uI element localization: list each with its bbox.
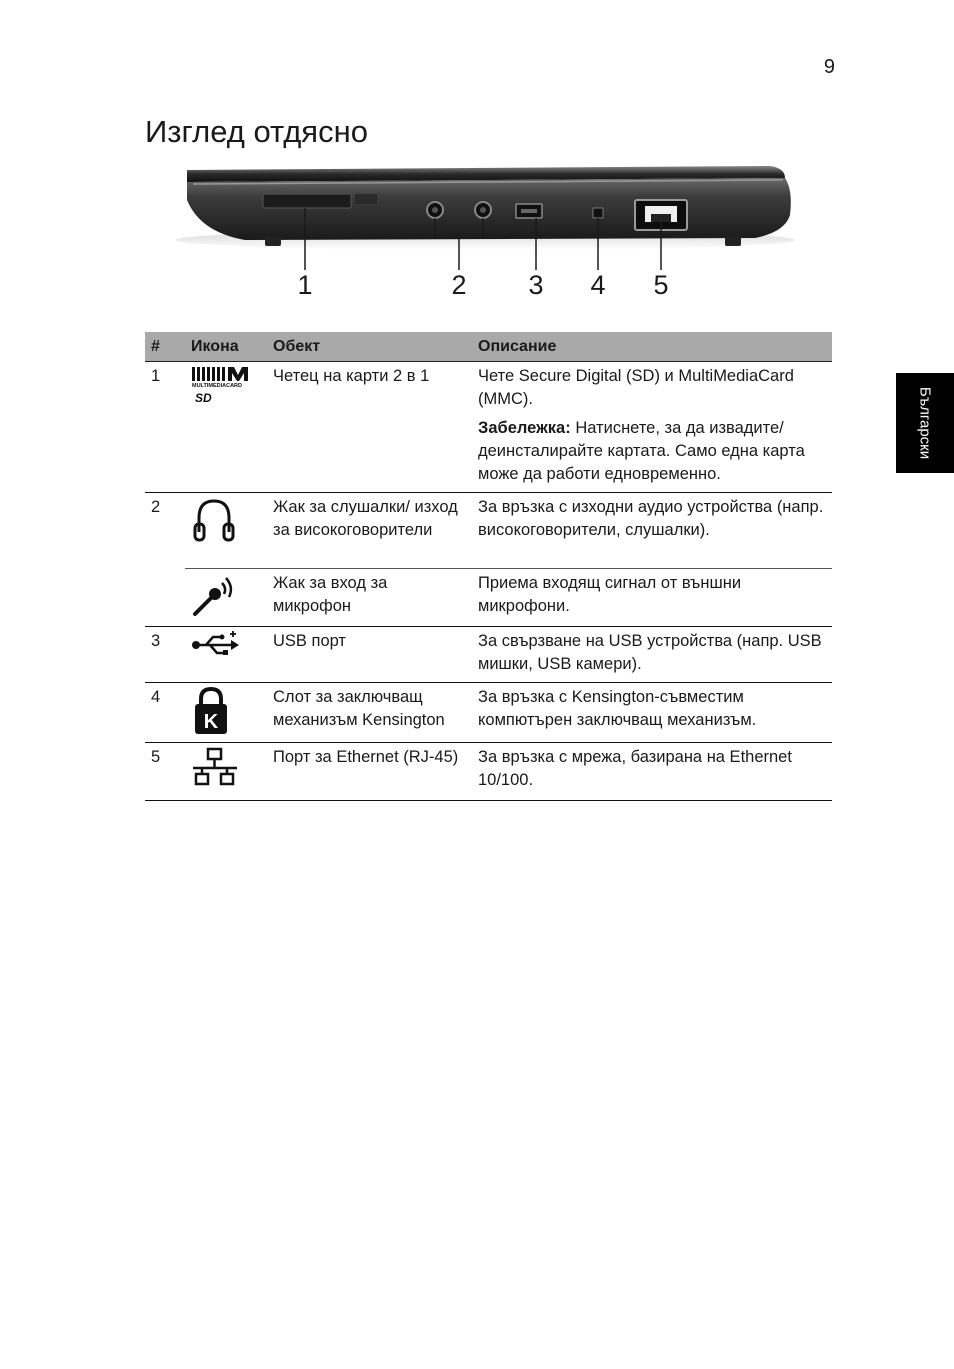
row-num: 3 <box>145 627 185 683</box>
row-icon <box>185 683 267 743</box>
table-row <box>145 683 832 743</box>
table-row <box>145 627 832 683</box>
callout-label-2: 2 <box>451 270 467 300</box>
parts-table <box>145 332 832 801</box>
row-num: 5 <box>145 743 185 801</box>
row-num <box>145 569 185 627</box>
ethernet-icon <box>191 746 239 790</box>
table-row <box>145 493 832 569</box>
row-object: Четец на карти 2 в 1 <box>273 367 430 385</box>
table-row <box>145 569 832 627</box>
laptop-right-side-illustration <box>145 160 835 320</box>
row-icon <box>185 493 267 569</box>
row-icon <box>185 362 267 493</box>
svg-text:SD: SD <box>195 391 212 405</box>
page-title: Изглед отдясно <box>145 114 368 149</box>
header-description: Описание <box>472 332 832 362</box>
row-description: За връзка с изходни аудио устройства (напр. високоговорители, слушалки). <box>472 493 832 569</box>
sd-mmc-card-icon <box>191 365 253 405</box>
row-object: Жак за слушалки/ изход за високоговорители <box>267 493 472 569</box>
table-row <box>145 743 832 801</box>
page-number: 9 <box>823 56 835 78</box>
row-description: За връзка с Kensington-съвместим компютърен заключващ механизъм. <box>472 683 832 743</box>
row-icon <box>185 569 267 627</box>
row-description: Приема входящ сигнал от външни микрофони. <box>472 569 832 627</box>
kensington-lock-icon <box>191 686 231 736</box>
row-icon <box>185 743 267 801</box>
header-icon: Икона <box>185 332 267 362</box>
row-icon <box>185 627 267 683</box>
row-object: Порт за Ethernet (RJ-45) <box>267 743 472 801</box>
row-description: За връзка с мрежа, базирана на Ethernet 10/100. <box>472 743 832 801</box>
row-num: 1 <box>151 367 161 385</box>
callout-label-3: 3 <box>528 270 544 300</box>
description-text: Чете Secure Digital (SD) и MultiMediaCard (MMC). <box>478 367 794 408</box>
language-tab-label: Български <box>916 386 934 460</box>
table-row <box>145 362 832 493</box>
callout-label-4: 4 <box>590 270 606 300</box>
svg-text:MULTIMEDIACARD: MULTIMEDIACARD <box>192 383 243 389</box>
callout-label-5: 5 <box>653 270 669 300</box>
svg-text:K: K <box>203 711 219 733</box>
headphones-icon <box>191 496 237 544</box>
row-object: Слот за заключващ механизъм Kensington <box>267 683 472 743</box>
language-tab <box>896 373 954 473</box>
row-description: За свързване на USB устройства (напр. USB мишки, USB камери). <box>472 627 832 683</box>
row-description <box>472 362 832 493</box>
row-object: USB порт <box>267 627 472 683</box>
microphone-icon <box>191 572 237 618</box>
header-object: Обект <box>267 332 472 362</box>
row-num: 4 <box>145 683 185 743</box>
usb-icon <box>191 630 241 660</box>
callout-label-1: 1 <box>297 270 313 300</box>
header-num: # <box>145 332 185 362</box>
row-num: 2 <box>145 493 185 569</box>
note-label: Забележка: <box>478 419 571 437</box>
row-object: Жак за вход за микрофон <box>267 569 472 627</box>
description-note <box>478 417 826 486</box>
note-text: Натиснете, за да извадите/ деинсталирайте картата. Само една карта може да работи едновременно. <box>478 419 805 483</box>
table-header-row <box>145 332 832 362</box>
